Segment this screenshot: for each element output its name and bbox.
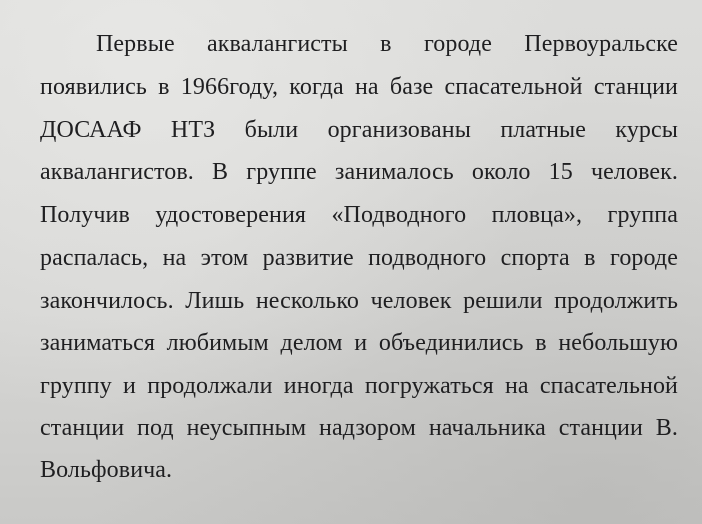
paragraph-line-5: Получив удостоверения «Подводного пловца», группа bbox=[40, 202, 678, 228]
paragraph-line-8: заниматься любимым делом и объединились в небольшую bbox=[40, 330, 678, 356]
paragraph-line-10: станции под неусыпным надзором начальника станции В. bbox=[40, 415, 678, 441]
paragraph-line-2: появились в 1966году, когда на базе спасательной станции bbox=[40, 74, 678, 100]
paragraph-line-1: Первые аквалангисты в городе Первоуральске bbox=[96, 31, 678, 57]
paragraph-line-7: закончилось. Лишь несколько человек решили продолжить bbox=[40, 288, 678, 314]
paragraph-line-4: аквалангистов. В группе занималось около 15 человек. bbox=[40, 159, 678, 185]
paragraph-line-6: распалась, на этом развитие подводного спорта в городе bbox=[40, 245, 678, 271]
paragraph-line-9: группу и продолжали иногда погружаться на спасательной bbox=[40, 373, 678, 399]
paragraph-line-3: ДОСААФ НТЗ были организованы платные курсы bbox=[40, 117, 678, 143]
paragraph-line-11: Вольфовича. bbox=[40, 457, 173, 483]
